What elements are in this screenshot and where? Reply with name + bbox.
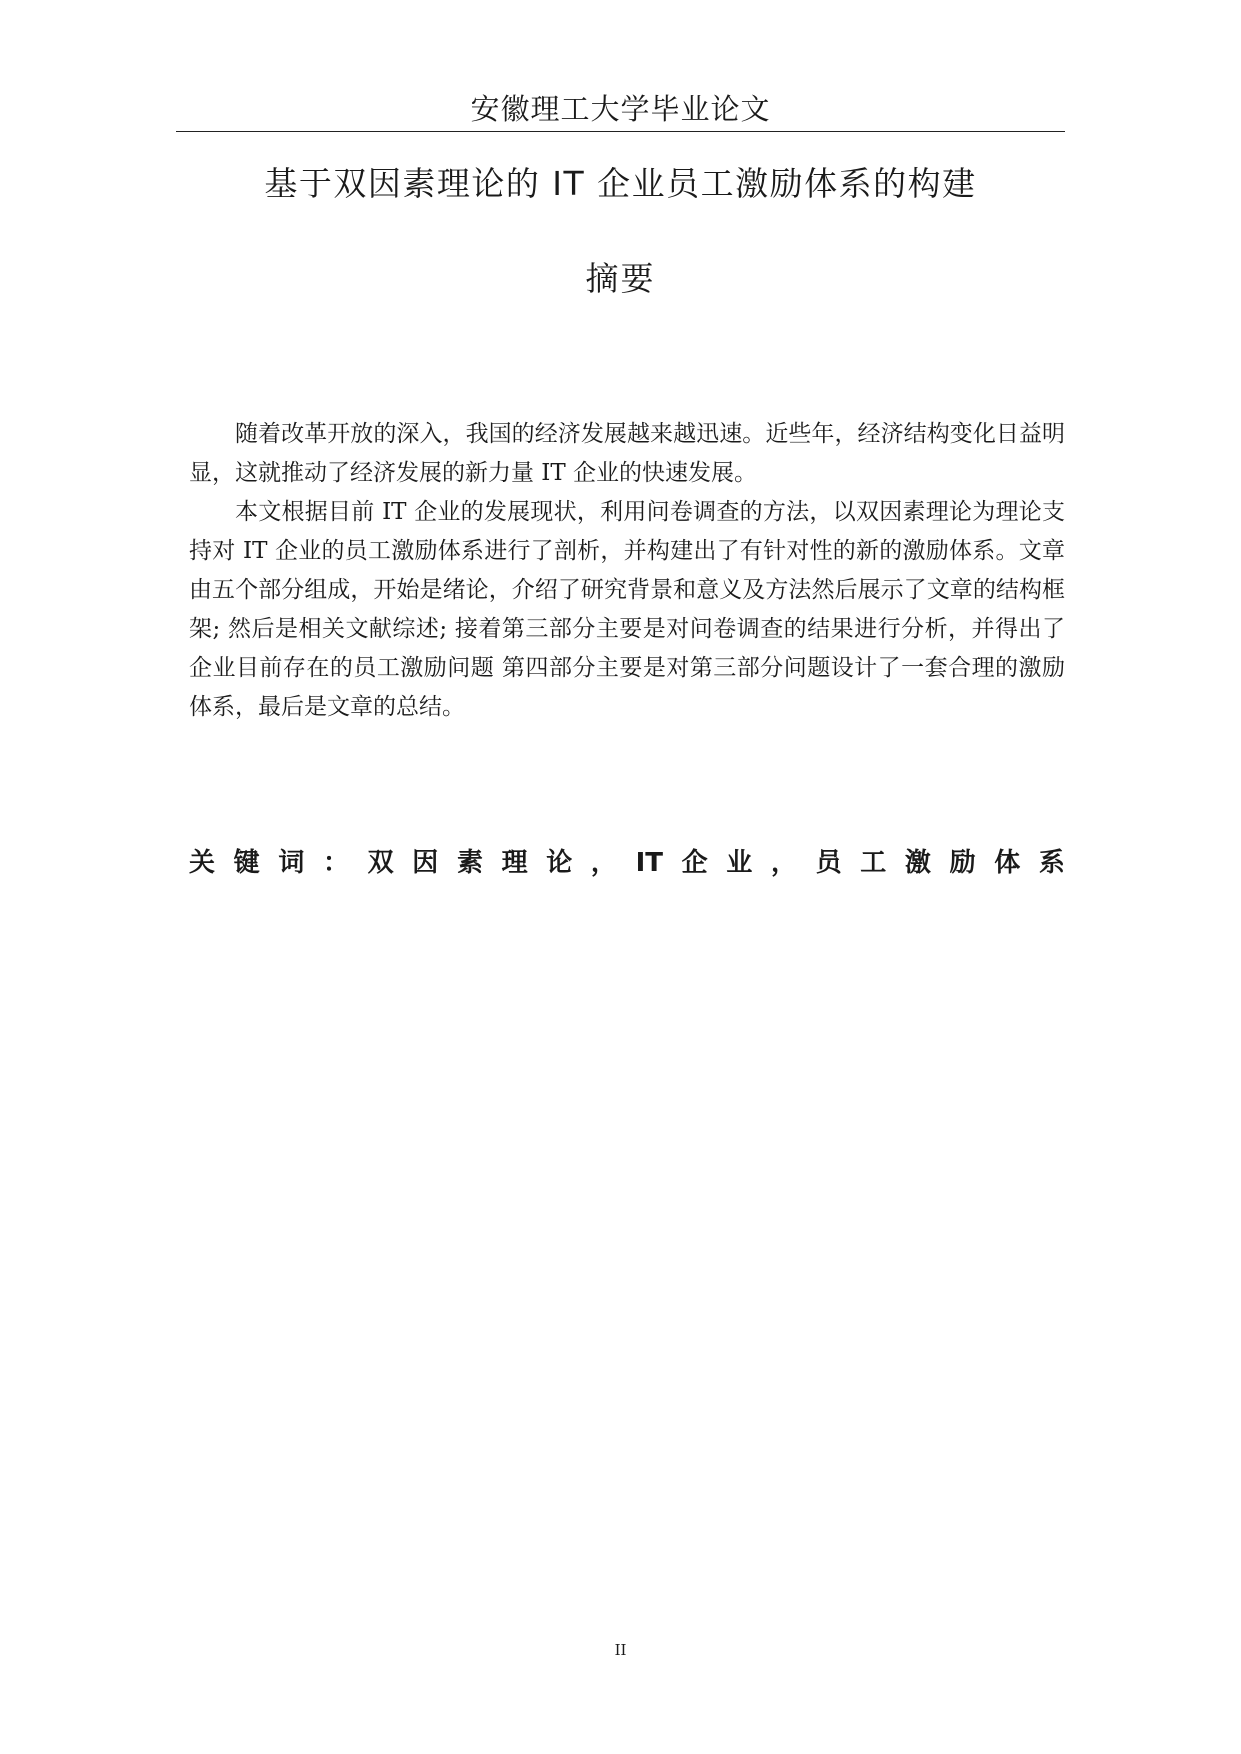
keywords-glyph: IT: [635, 848, 663, 878]
running-header: 安徽理工大学毕业论文: [470, 92, 771, 126]
keywords-glyph: 激: [904, 848, 931, 878]
page-number: II: [614, 1641, 627, 1659]
keywords-glyph: 键: [233, 848, 260, 878]
keywords-glyph: ，: [770, 848, 797, 878]
keywords-glyph: 励: [949, 848, 976, 878]
keywords-glyph: 论: [546, 848, 573, 878]
keywords-glyph: 素: [456, 848, 483, 878]
abstract-paragraph: 本文根据目前 IT 企业的发展现状，利用问卷调查的方法，以双因素理论为理论支持对 IT 企业的员工激励体系进行了剖析，并构建出了有针对性的新的激励体系。文章由五个部分组成，开始是绪论，介绍了研究背景和意义及方法然后展示了文章的结构框架; 然后是相关文献综述; 接着第三部分主要是对问卷调查的结果进行分析，并得出了企业目前存在的员工激励问题 第四部分主要是对第三部分问题设计了一套合理的激励体系，最后是文章的总结。: [189, 499, 1065, 720]
abstract-paragraph: 随着改革开放的深入，我国的经济发展越来越迅速。近些年，经济结构变化日益明显，这就推动了经济发展的新力量 IT 企业的快速发展。: [189, 421, 1065, 486]
header-divider: [176, 131, 1065, 132]
keywords-glyph: 因: [412, 848, 439, 878]
document-title: 基于双因素理论的 IT 企业员工激励体系的构建: [264, 164, 977, 203]
abstract-body: [189, 415, 1065, 727]
keywords-glyph: 系: [1038, 848, 1065, 878]
abstract-heading: 摘要: [585, 259, 656, 298]
keywords-glyph: 双: [367, 848, 394, 878]
keywords-glyph: 企: [681, 848, 708, 878]
keywords-glyph: 体: [994, 848, 1021, 878]
keywords-glyph: ：: [322, 848, 349, 878]
keywords-glyph: 员: [815, 848, 842, 878]
keywords-glyph: ，: [590, 848, 617, 878]
keywords-glyph: 理: [501, 848, 528, 878]
keywords-glyph: 词: [278, 848, 305, 878]
keywords-line: [189, 841, 1065, 885]
keywords-glyph: 关: [189, 848, 216, 878]
keywords-glyph: 工: [860, 848, 887, 878]
keywords-glyph: 业: [726, 848, 753, 878]
